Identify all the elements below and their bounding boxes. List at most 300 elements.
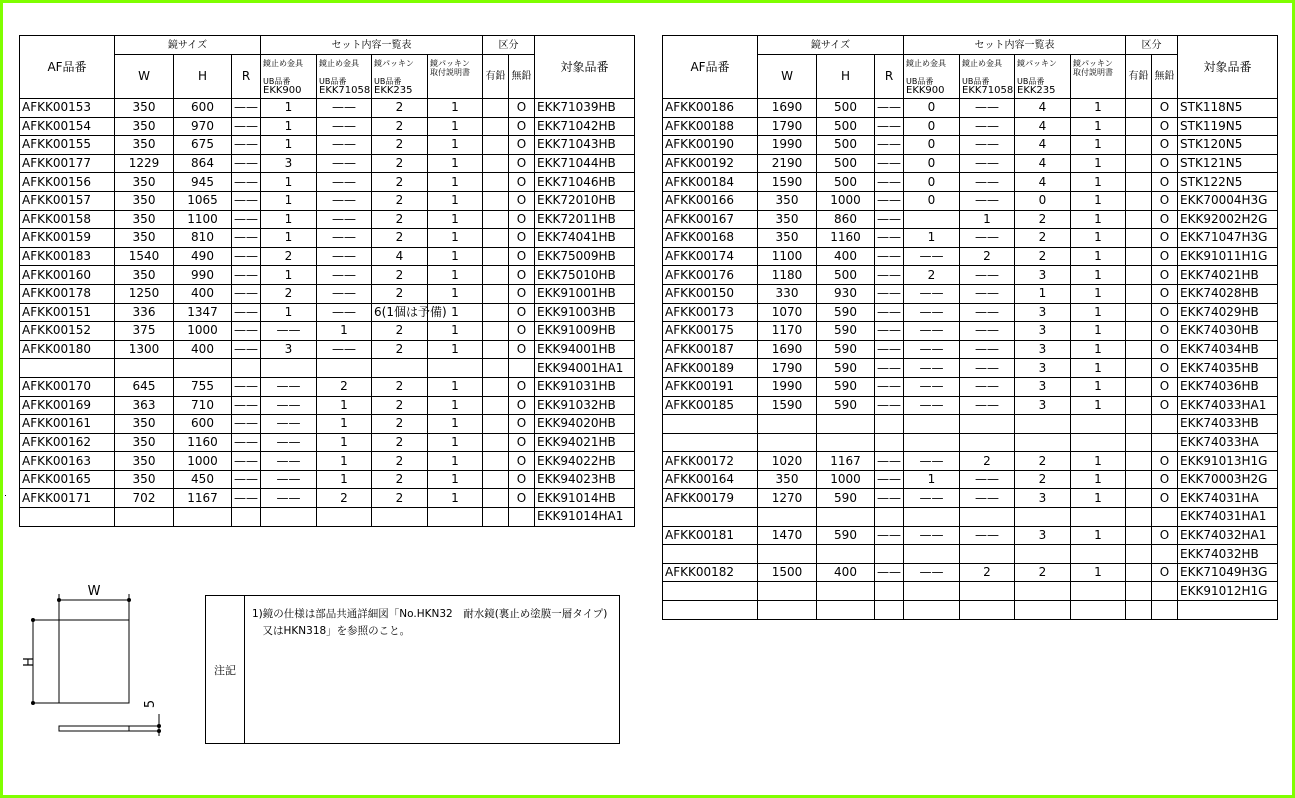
cell-manual-qty: 1	[1071, 563, 1126, 582]
cell-packing-qty: 3	[1015, 303, 1071, 322]
cell-bracket-900-qty: ——	[261, 470, 317, 489]
cell-radius: ——	[875, 340, 904, 359]
cell-width: 350	[758, 191, 817, 210]
cell-lead-free-mark	[1152, 582, 1178, 601]
cell-radius: ——	[232, 173, 261, 192]
cell-af-code	[663, 415, 758, 434]
cell-packing-qty: 4	[372, 247, 428, 266]
cell-lead-free-mark: O	[1152, 526, 1178, 545]
cell-af-code: AFKK00189	[663, 359, 758, 378]
cell-lead-free-mark	[509, 359, 535, 378]
cell-bracket-900-qty: ——	[904, 340, 960, 359]
cell-bracket-900-qty: ——	[904, 303, 960, 322]
header-bracket-71058: 鏡止め金具 UB品番 EKK71058	[317, 55, 372, 99]
cell-lead-free-mark: O	[509, 191, 535, 210]
cell-radius: ——	[875, 154, 904, 173]
cell-target-code: EKK74033HB	[1178, 415, 1278, 434]
table-row	[663, 582, 1278, 601]
cell-height: 590	[817, 396, 875, 415]
cell-height: 400	[817, 563, 875, 582]
header-packing-manual: 鏡パッキン 取付説明書	[1071, 55, 1126, 99]
cell-manual-qty: 1	[1071, 284, 1126, 303]
cell-bracket-900-qty: 1	[261, 136, 317, 155]
cell-height: 755	[174, 377, 232, 396]
cell-radius	[875, 433, 904, 452]
cell-af-code: AFKK00170	[20, 377, 115, 396]
table-row	[663, 545, 1278, 564]
table-row	[20, 154, 635, 173]
cell-packing-qty: 3	[1015, 396, 1071, 415]
cell-bracket-71058-qty: ——	[960, 396, 1015, 415]
cell-height: 990	[174, 266, 232, 285]
cell-lead-free-mark: O	[1152, 303, 1178, 322]
cell-lead-free-mark: O	[1152, 247, 1178, 266]
cell-manual-qty: 1	[1071, 340, 1126, 359]
cell-manual-qty: 1	[428, 489, 483, 508]
cell-leaded-mark	[483, 303, 509, 322]
cell-height	[817, 433, 875, 452]
cell-width: 350	[758, 470, 817, 489]
cell-bracket-71058-qty: ——	[960, 303, 1015, 322]
cell-height: 1167	[817, 452, 875, 471]
cell-height: 1000	[174, 452, 232, 471]
table-row	[20, 340, 635, 359]
table-row	[20, 359, 635, 378]
cell-packing-qty: 2	[372, 433, 428, 452]
cell-height: 1000	[817, 191, 875, 210]
header-packing-manual: 鏡パッキン 取付説明書	[428, 55, 483, 99]
cell-bracket-71058-qty	[960, 601, 1015, 620]
cell-af-code: AFKK00188	[663, 117, 758, 136]
cell-bracket-900-qty: 2	[904, 266, 960, 285]
cell-af-code	[663, 545, 758, 564]
cell-width: 350	[115, 433, 174, 452]
cell-manual-qty: 1	[428, 99, 483, 118]
cell-bracket-71058-qty	[317, 508, 372, 527]
cell-af-code	[663, 601, 758, 620]
cell-packing-qty	[1015, 433, 1071, 452]
cell-height: 710	[174, 396, 232, 415]
cell-bracket-900-qty	[904, 415, 960, 434]
cell-leaded-mark	[483, 433, 509, 452]
cell-width: 1990	[758, 377, 817, 396]
cell-af-code: AFKK00166	[663, 191, 758, 210]
cell-height	[817, 601, 875, 620]
cell-leaded-mark	[483, 489, 509, 508]
cell-width: 1500	[758, 563, 817, 582]
cell-target-code	[1178, 601, 1278, 620]
cell-target-code: EKK71046HB	[535, 173, 635, 192]
table-row	[20, 322, 635, 341]
cell-bracket-71058-qty: ——	[960, 377, 1015, 396]
cell-bracket-71058-qty: ——	[960, 99, 1015, 118]
cell-radius: ——	[232, 247, 261, 266]
header-mirror-size: 鏡サイズ	[115, 36, 261, 55]
cell-target-code: EKK74032HA1	[1178, 526, 1278, 545]
cell-packing-qty: 2	[372, 415, 428, 434]
cell-manual-qty: 1	[428, 396, 483, 415]
cell-width: 1170	[758, 322, 817, 341]
cell-leaded-mark	[1126, 99, 1152, 118]
cell-width: 350	[115, 191, 174, 210]
cell-bracket-900-qty	[904, 210, 960, 229]
cell-bracket-71058-qty: ——	[960, 489, 1015, 508]
cell-target-code: EKK94022HB	[535, 452, 635, 471]
cell-af-code	[663, 582, 758, 601]
cell-packing-qty: 2	[372, 210, 428, 229]
cell-bracket-900-qty: 2	[261, 247, 317, 266]
cell-radius: ——	[232, 99, 261, 118]
cell-leaded-mark	[483, 284, 509, 303]
cell-manual-qty: 1	[1071, 191, 1126, 210]
cell-target-code: EKK74029HB	[1178, 303, 1278, 322]
cell-radius: ——	[875, 99, 904, 118]
cell-target-code: EKK91001HB	[535, 284, 635, 303]
cell-height: 500	[817, 136, 875, 155]
cell-af-code	[663, 508, 758, 527]
cell-height: 1160	[817, 229, 875, 248]
cell-target-code: EKK75009HB	[535, 247, 635, 266]
cell-width: 350	[758, 210, 817, 229]
cell-manual-qty: 1	[1071, 136, 1126, 155]
table-row	[663, 470, 1278, 489]
cell-target-code: EKK74036HB	[1178, 377, 1278, 396]
cell-leaded-mark	[1126, 303, 1152, 322]
cell-width: 702	[115, 489, 174, 508]
cell-packing-qty: 2	[1015, 470, 1071, 489]
cell-lead-free-mark: O	[1152, 377, 1178, 396]
cell-manual-qty: 1	[1071, 489, 1126, 508]
cell-height: 590	[817, 359, 875, 378]
cell-manual-qty: 1	[428, 247, 483, 266]
cell-width: 350	[115, 210, 174, 229]
cell-target-code: EKK74031HA	[1178, 489, 1278, 508]
cell-packing-qty: 2	[372, 173, 428, 192]
cell-packing-qty	[372, 359, 428, 378]
cell-height: 1167	[174, 489, 232, 508]
cell-width	[115, 359, 174, 378]
table-row	[663, 136, 1278, 155]
cell-height: 500	[817, 99, 875, 118]
cell-manual-qty: 1	[428, 452, 483, 471]
cell-manual-qty: 1	[1071, 173, 1126, 192]
table-row	[20, 377, 635, 396]
table-row	[20, 266, 635, 285]
cell-target-code: STK121N5	[1178, 154, 1278, 173]
cell-height: 450	[174, 470, 232, 489]
cell-packing-qty: 2	[1015, 563, 1071, 582]
cell-packing-qty: 2	[372, 284, 428, 303]
cell-manual-qty: 1	[1071, 452, 1126, 471]
cell-target-code: EKK94001HB	[535, 340, 635, 359]
cell-bracket-900-qty: ——	[904, 563, 960, 582]
cell-leaded-mark	[483, 266, 509, 285]
cell-radius: ——	[875, 396, 904, 415]
notes-box	[205, 595, 620, 744]
cell-height: 400	[174, 284, 232, 303]
cell-radius	[875, 508, 904, 527]
cell-lead-free-mark	[1152, 601, 1178, 620]
cell-width	[758, 415, 817, 434]
cell-af-code: AFKK00192	[663, 154, 758, 173]
cell-bracket-71058-qty: 2	[317, 377, 372, 396]
cell-packing-qty: 2	[372, 322, 428, 341]
cell-width: 1270	[758, 489, 817, 508]
table-row	[663, 340, 1278, 359]
cell-lead-free-mark: O	[1152, 563, 1178, 582]
cell-leaded-mark	[483, 136, 509, 155]
cell-lead-free-mark: O	[1152, 489, 1178, 508]
cell-target-code: EKK74031HA1	[1178, 508, 1278, 527]
cell-bracket-900-qty: ——	[261, 322, 317, 341]
cell-af-code: AFKK00164	[663, 470, 758, 489]
cell-af-code	[20, 508, 115, 527]
cell-lead-free-mark: O	[1152, 210, 1178, 229]
cell-lead-free-mark: O	[509, 433, 535, 452]
cell-lead-free-mark: O	[1152, 359, 1178, 378]
cell-lead-free-mark: O	[509, 99, 535, 118]
cell-packing-qty: 2	[372, 266, 428, 285]
cell-packing-qty	[1015, 601, 1071, 620]
cell-bracket-71058-qty: ——	[960, 284, 1015, 303]
cell-af-code: AFKK00172	[663, 452, 758, 471]
cell-manual-qty: 1	[428, 284, 483, 303]
cell-width: 1020	[758, 452, 817, 471]
cell-packing-qty: 4	[1015, 173, 1071, 192]
cell-packing-qty: 3	[1015, 266, 1071, 285]
table-row	[663, 284, 1278, 303]
cell-manual-qty	[1071, 508, 1126, 527]
cell-leaded-mark	[483, 210, 509, 229]
cell-bracket-71058-qty	[960, 582, 1015, 601]
cell-height: 1065	[174, 191, 232, 210]
cell-width: 350	[115, 117, 174, 136]
cell-af-code: AFKK00185	[663, 396, 758, 415]
cell-target-code: EKK91014HB	[535, 489, 635, 508]
cell-lead-free-mark: O	[509, 396, 535, 415]
cell-radius: ——	[875, 284, 904, 303]
cell-af-code: AFKK00153	[20, 99, 115, 118]
cell-radius: ——	[232, 284, 261, 303]
cell-height	[174, 359, 232, 378]
header-bracket-900: 鏡止め金具 UB品番 EKK900	[904, 55, 960, 99]
cell-manual-qty: 1	[428, 433, 483, 452]
cell-bracket-71058-qty: ——	[317, 229, 372, 248]
cell-bracket-900-qty: 1	[261, 173, 317, 192]
cell-height: 500	[817, 173, 875, 192]
cell-leaded-mark	[1126, 191, 1152, 210]
cell-height	[817, 545, 875, 564]
header-mirror-size: 鏡サイズ	[758, 36, 904, 55]
cell-target-code: EKK91003HB	[535, 303, 635, 322]
table-row	[663, 601, 1278, 620]
left-parts-table	[19, 35, 635, 527]
cell-target-code: EKK94020HB	[535, 415, 635, 434]
cell-manual-qty: 1	[428, 266, 483, 285]
cell-lead-free-mark: O	[1152, 266, 1178, 285]
cell-target-code: EKK74034HB	[1178, 340, 1278, 359]
cell-bracket-900-qty: ——	[261, 489, 317, 508]
table-row	[663, 117, 1278, 136]
table-row	[20, 433, 635, 452]
cell-width: 1690	[758, 340, 817, 359]
cell-leaded-mark	[483, 191, 509, 210]
cell-width	[758, 582, 817, 601]
cell-width: 350	[115, 173, 174, 192]
cell-bracket-900-qty: 3	[261, 154, 317, 173]
cell-lead-free-mark: O	[509, 154, 535, 173]
notes-line-1: 1)鏡の仕様は部品共通詳細図「No.HKN32 耐水鏡(裏止め塗膜一層タイプ)	[252, 608, 608, 620]
cell-packing-qty: 2	[372, 340, 428, 359]
cell-target-code: EKK70003H2G	[1178, 470, 1278, 489]
cell-bracket-71058-qty: ——	[960, 229, 1015, 248]
cell-manual-qty: 1	[428, 377, 483, 396]
cell-lead-free-mark: O	[509, 452, 535, 471]
cell-packing-qty: 4	[1015, 117, 1071, 136]
cell-lead-free-mark: O	[1152, 452, 1178, 471]
cell-leaded-mark	[1126, 210, 1152, 229]
cell-af-code: AFKK00162	[20, 433, 115, 452]
diagram-thickness-label: 5	[143, 699, 158, 709]
cell-packing-qty	[1015, 415, 1071, 434]
cell-lead-free-mark: O	[1152, 340, 1178, 359]
cell-leaded-mark	[1126, 340, 1152, 359]
cell-height: 400	[174, 340, 232, 359]
cell-bracket-71058-qty: ——	[960, 191, 1015, 210]
cell-radius	[232, 359, 261, 378]
cell-packing-qty: 3	[1015, 377, 1071, 396]
cell-bracket-900-qty	[904, 601, 960, 620]
cell-bracket-900-qty: ——	[904, 359, 960, 378]
cell-bracket-900-qty: 1	[261, 266, 317, 285]
cell-target-code: EKK94023HB	[535, 470, 635, 489]
cell-leaded-mark	[483, 173, 509, 192]
cell-manual-qty: 1	[428, 173, 483, 192]
cell-packing-qty: 2	[372, 191, 428, 210]
header-set-contents: セット内容一覧表	[904, 36, 1126, 55]
cell-target-code: EKK91032HB	[535, 396, 635, 415]
cell-manual-qty: 1	[1071, 154, 1126, 173]
cell-target-code: EKK71039HB	[535, 99, 635, 118]
header-r: R	[875, 55, 904, 99]
cell-af-code: AFKK00158	[20, 210, 115, 229]
cell-manual-qty: 1	[1071, 99, 1126, 118]
diagram-h-label: H	[22, 657, 37, 667]
cell-bracket-71058-qty: ——	[317, 154, 372, 173]
cell-width: 1590	[758, 173, 817, 192]
cell-lead-free-mark: O	[509, 136, 535, 155]
cell-lead-free-mark: O	[509, 266, 535, 285]
cell-bracket-71058-qty: ——	[317, 117, 372, 136]
cell-target-code: EKK70004H3G	[1178, 191, 1278, 210]
notes-label: 注記	[206, 596, 245, 743]
cell-manual-qty: 1	[428, 415, 483, 434]
cell-af-code	[663, 433, 758, 452]
cell-radius: ——	[875, 136, 904, 155]
cell-manual-qty: 1	[1071, 359, 1126, 378]
cell-bracket-71058-qty: 1	[317, 415, 372, 434]
table-row	[20, 489, 635, 508]
cell-width: 363	[115, 396, 174, 415]
cell-lead-free-mark: O	[1152, 229, 1178, 248]
cell-af-code: AFKK00171	[20, 489, 115, 508]
header-lead-free: 無鉛	[1152, 55, 1178, 99]
cell-height: 590	[817, 489, 875, 508]
cell-leaded-mark	[1126, 136, 1152, 155]
cell-bracket-900-qty: ——	[904, 396, 960, 415]
cell-af-code: AFKK00156	[20, 173, 115, 192]
cell-height: 1100	[174, 210, 232, 229]
cell-bracket-71058-qty: ——	[960, 136, 1015, 155]
cell-lead-free-mark: O	[509, 470, 535, 489]
cell-bracket-71058-qty: ——	[317, 173, 372, 192]
cell-height: 500	[817, 154, 875, 173]
cell-bracket-900-qty: 1	[261, 117, 317, 136]
cell-leaded-mark	[1126, 154, 1152, 173]
header-leaded: 有鉛	[483, 55, 509, 99]
cell-leaded-mark	[483, 415, 509, 434]
cell-leaded-mark	[1126, 359, 1152, 378]
cell-width: 350	[115, 99, 174, 118]
cell-af-code: AFKK00179	[663, 489, 758, 508]
cell-leaded-mark	[1126, 433, 1152, 452]
cell-width	[758, 433, 817, 452]
cell-width	[758, 601, 817, 620]
cell-width: 330	[758, 284, 817, 303]
cell-bracket-900-qty	[904, 508, 960, 527]
cell-radius: ——	[232, 340, 261, 359]
cell-height: 590	[817, 322, 875, 341]
cell-packing-qty	[1015, 582, 1071, 601]
header-target: 対象品番	[1178, 36, 1278, 99]
stray-mark	[5, 495, 6, 496]
table-row	[20, 191, 635, 210]
cell-manual-qty: 1	[1071, 322, 1126, 341]
cell-af-code: AFKK00175	[663, 322, 758, 341]
cell-af-code: AFKK00161	[20, 415, 115, 434]
cell-af-code: AFKK00187	[663, 340, 758, 359]
header-set-contents: セット内容一覧表	[261, 36, 483, 55]
cell-lead-free-mark: O	[1152, 117, 1178, 136]
cell-af-code: AFKK00186	[663, 99, 758, 118]
table-row	[663, 415, 1278, 434]
cell-bracket-900-qty: ——	[904, 322, 960, 341]
cell-leaded-mark	[1126, 508, 1152, 527]
cell-lead-free-mark: O	[1152, 322, 1178, 341]
cell-radius: ——	[232, 377, 261, 396]
cell-radius: ——	[875, 470, 904, 489]
cell-radius: ——	[875, 210, 904, 229]
cell-packing-qty: 2	[1015, 247, 1071, 266]
cell-height: 864	[174, 154, 232, 173]
cell-packing-qty: 2	[372, 377, 428, 396]
cell-bracket-71058-qty: 1	[960, 210, 1015, 229]
cell-bracket-900-qty	[904, 433, 960, 452]
cell-leaded-mark	[483, 508, 509, 527]
table-row	[663, 322, 1278, 341]
cell-height: 1000	[817, 470, 875, 489]
cell-packing-qty: 3	[1015, 340, 1071, 359]
cell-manual-qty: 1	[1071, 377, 1126, 396]
cell-packing-qty: 6(1個は予備)	[372, 303, 428, 322]
cell-lead-free-mark	[1152, 545, 1178, 564]
cell-target-code: STK120N5	[1178, 136, 1278, 155]
cell-bracket-71058-qty	[317, 359, 372, 378]
table-row	[663, 266, 1278, 285]
cell-radius: ——	[232, 136, 261, 155]
cell-width: 350	[115, 229, 174, 248]
cell-radius: ——	[232, 266, 261, 285]
